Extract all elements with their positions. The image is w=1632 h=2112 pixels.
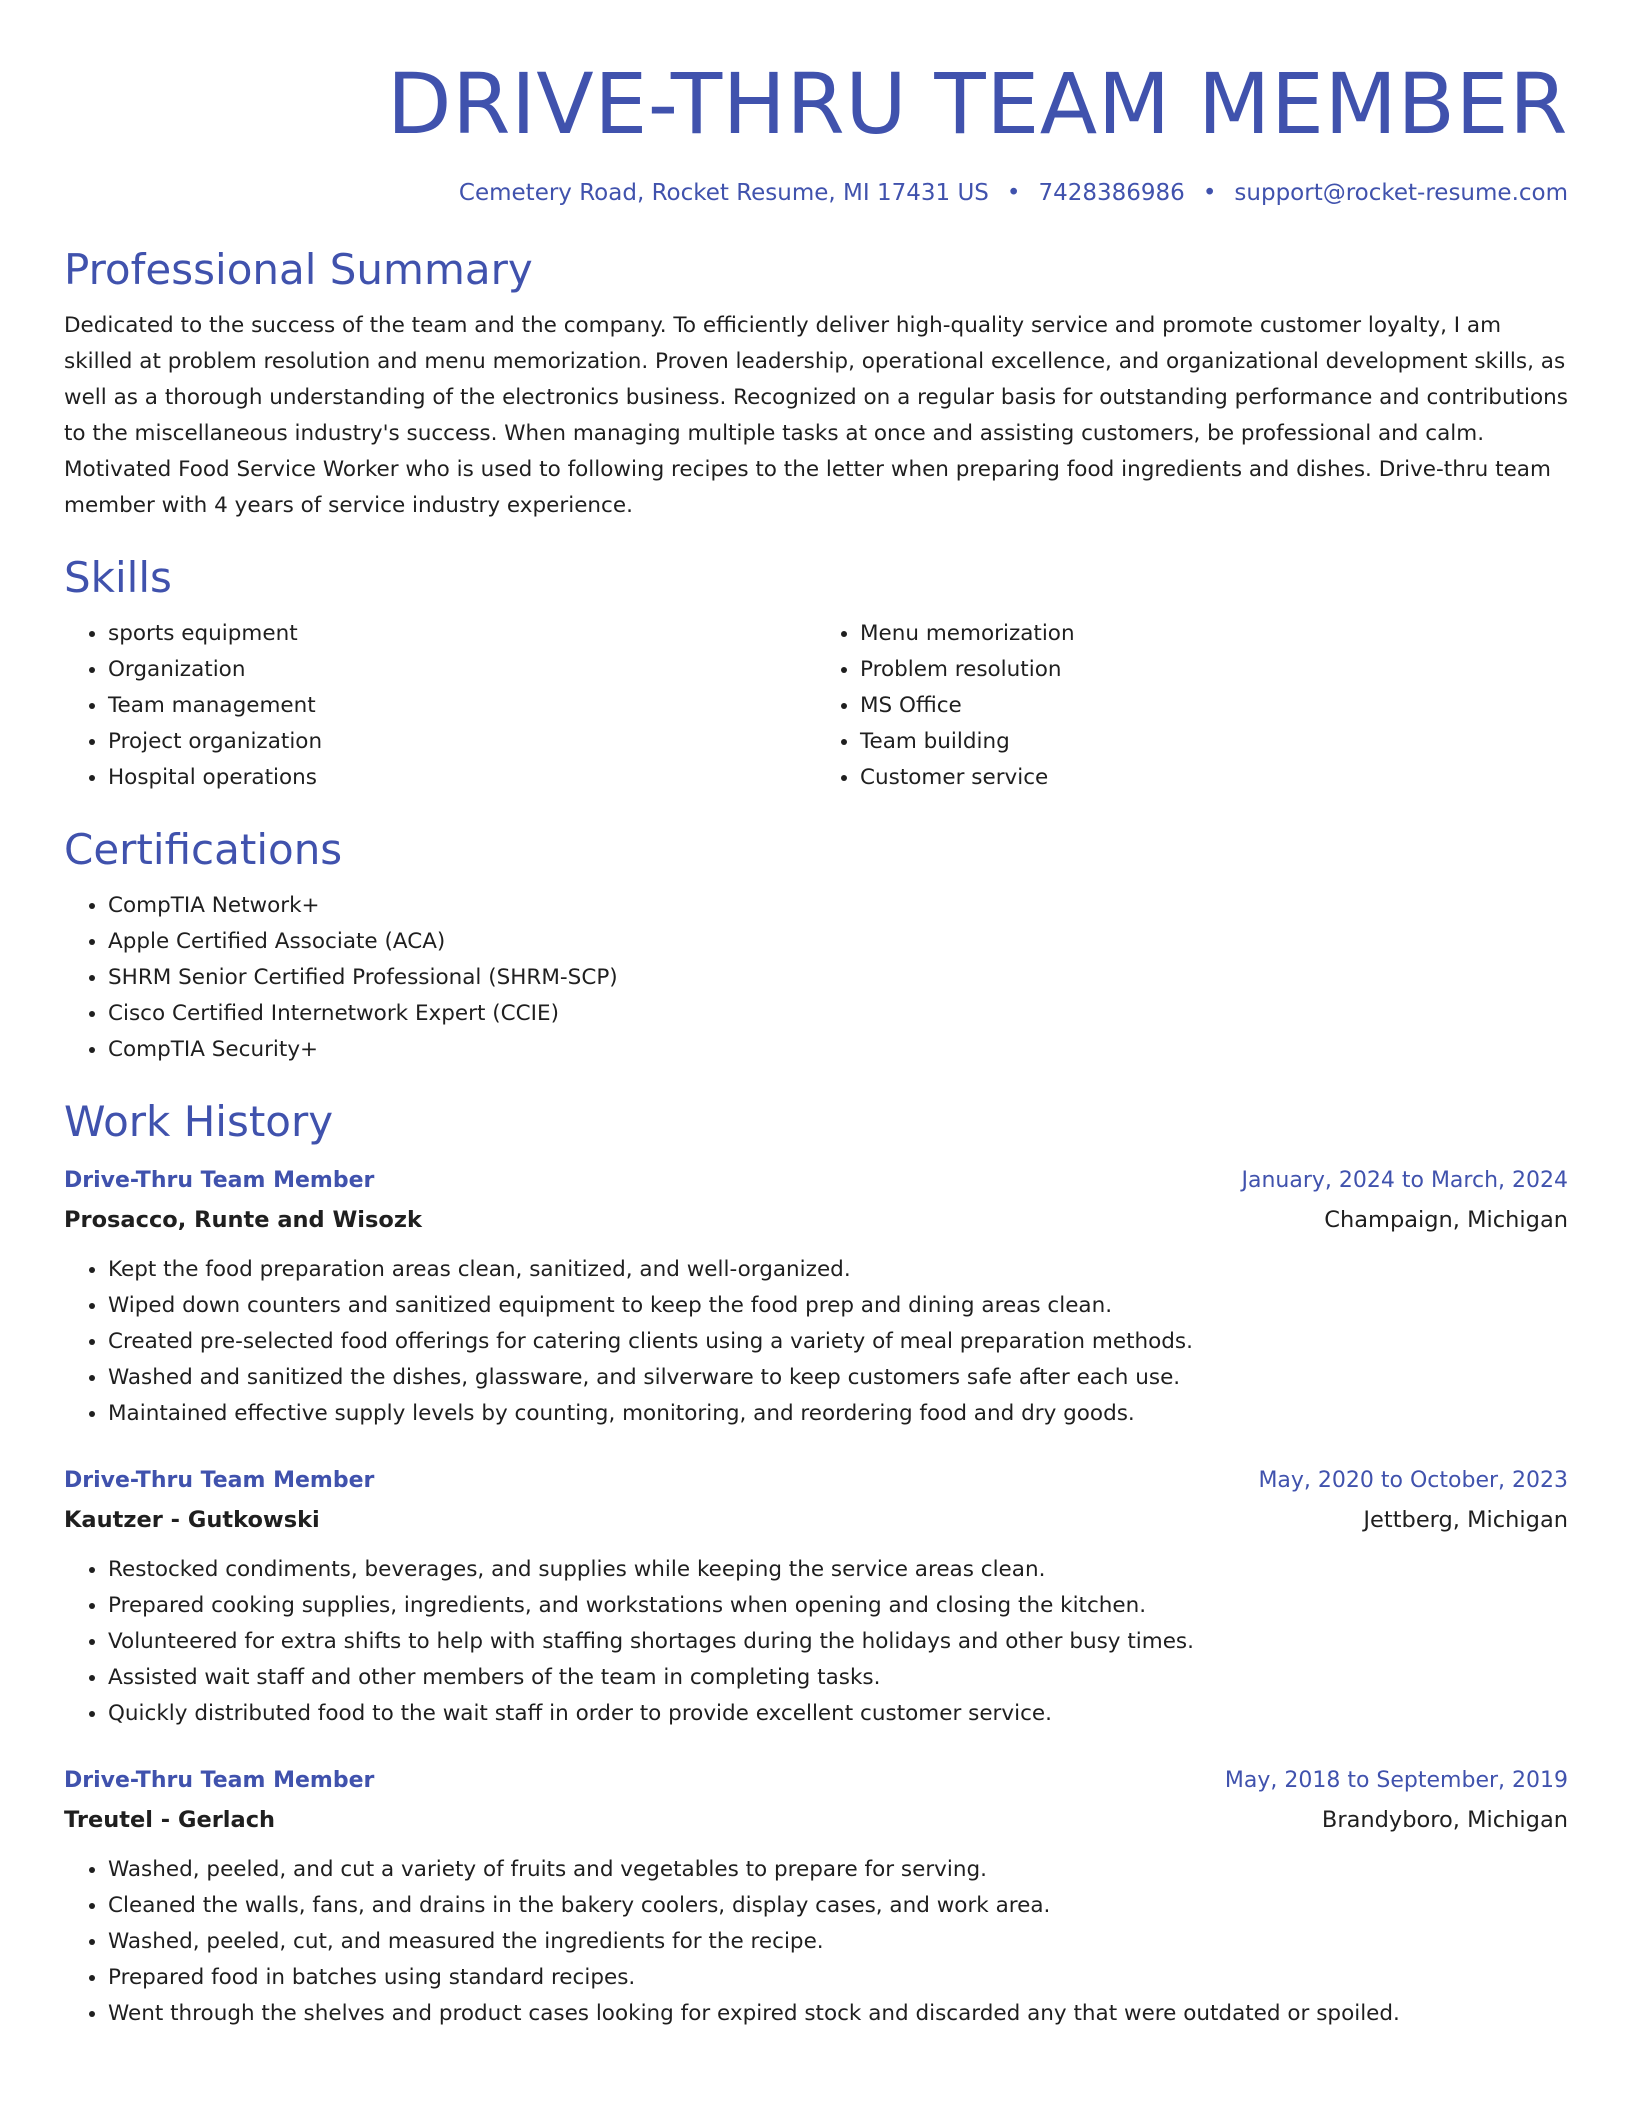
skill-item: • Project organization bbox=[108, 724, 816, 760]
email-link[interactable]: support@rocket-resume.com bbox=[1234, 180, 1568, 206]
skill-item: • Customer service bbox=[860, 760, 1568, 796]
work-history-heading: Work History bbox=[64, 1097, 334, 1146]
page-title: DRIVE-THRU TEAM MEMBER bbox=[386, 55, 1568, 153]
job-bullets bbox=[64, 1852, 1568, 2032]
skill-item: • MS Office bbox=[860, 688, 1568, 724]
job-bullet: • Washed, peeled, cut, and measured the ingredients for the recipe. bbox=[108, 1924, 1568, 1960]
phone: 7428386986 bbox=[1038, 180, 1185, 206]
job-location: Brandyboro, Michigan bbox=[1321, 1807, 1568, 1833]
job-title: Drive-Thru Team Member bbox=[64, 1468, 375, 1493]
certification-item: • CompTIA Network+ bbox=[108, 888, 1568, 924]
summary-heading: Professional Summary bbox=[64, 245, 533, 294]
job-entry bbox=[64, 1762, 1568, 2032]
job-dates: May, 2018 to September, 2019 bbox=[1224, 1768, 1568, 1793]
job-bullets bbox=[64, 1252, 1568, 1432]
contact-line bbox=[64, 178, 1568, 208]
skills-list-left bbox=[64, 616, 816, 796]
certifications-list bbox=[64, 888, 1568, 1068]
contact-separator: • bbox=[1202, 180, 1217, 206]
skill-item: • Team building bbox=[860, 724, 1568, 760]
job-bullet: • Maintained effective supply levels by counting, monitoring, and reordering food and dry goods. bbox=[108, 1396, 1568, 1432]
job-title: Drive-Thru Team Member bbox=[64, 1168, 375, 1193]
certifications-heading: Certifications bbox=[64, 825, 343, 874]
job-dates: January, 2024 to March, 2024 bbox=[1241, 1168, 1568, 1193]
job-company: Treutel - Gerlach bbox=[64, 1807, 276, 1833]
job-bullet: • Wiped down counters and sanitized equipment to keep the food prep and dining areas clean. bbox=[108, 1288, 1568, 1324]
job-title-row bbox=[64, 1762, 1568, 1800]
certification-item: • CompTIA Security+ bbox=[108, 1032, 1568, 1068]
job-bullet: • Created pre-selected food offerings for catering clients using a variety of meal preparation methods. bbox=[108, 1324, 1568, 1360]
job-bullet: • Washed, peeled, and cut a variety of fruits and vegetables to prepare for serving. bbox=[108, 1852, 1568, 1888]
job-dates: May, 2020 to October, 2023 bbox=[1258, 1468, 1568, 1493]
skills-list-right bbox=[816, 616, 1568, 796]
job-bullet: • Prepared food in batches using standard recipes. bbox=[108, 1960, 1568, 1996]
job-location: Jettberg, Michigan bbox=[1363, 1507, 1568, 1533]
job-bullet: • Washed and sanitized the dishes, glassware, and silverware to keep customers safe after each use. bbox=[108, 1360, 1568, 1396]
skill-item: • Hospital operations bbox=[108, 760, 816, 796]
resume-page bbox=[64, 0, 1568, 2032]
job-bullets bbox=[64, 1552, 1568, 1732]
certification-item: • Apple Certified Associate (ACA) bbox=[108, 924, 1568, 960]
job-company-row bbox=[64, 1200, 1568, 1240]
address: Cemetery Road, Rocket Resume, MI 17431 US bbox=[458, 180, 989, 206]
job-title-row bbox=[64, 1462, 1568, 1500]
job-bullet: • Cleaned the walls, fans, and drains in the bakery coolers, display cases, and work area. bbox=[108, 1888, 1568, 1924]
job-bullet: • Volunteered for extra shifts to help with staffing shortages during the holidays and other busy times. bbox=[108, 1624, 1568, 1660]
job-bullet: • Assisted wait staff and other members of the team in completing tasks. bbox=[108, 1660, 1568, 1696]
skill-item: • Menu memorization bbox=[860, 616, 1568, 652]
skill-item: • sports equipment bbox=[108, 616, 816, 652]
job-location: Champaign, Michigan bbox=[1324, 1207, 1568, 1233]
skill-item: • Organization bbox=[108, 652, 816, 688]
job-company: Prosacco, Runte and Wisozk bbox=[64, 1207, 422, 1233]
skill-item: • Team management bbox=[108, 688, 816, 724]
contact-separator: • bbox=[1006, 180, 1021, 206]
summary-text: Dedicated to the success of the team and the company. To efficiently deliver high-quality service and promote customer loyalty, I am skilled at problem resolution and menu memorization. Proven leadership, operational excellence, and organizational development skills, as well as a thorough understanding of the electronics business. Recognized on a regular basis for outstanding performance and contributions to the miscellaneous industry's success. When managing multiple tasks at once and assisting customers, be professional and calm. Motivated Food Service Worker who is used to following recipes to the letter when preparing food ingredients and dishes. Drive-thru team member with 4 years of service industry experience. bbox=[64, 313, 1568, 518]
skills-columns bbox=[64, 616, 1568, 796]
skills-heading: Skills bbox=[64, 553, 172, 602]
job-title-row bbox=[64, 1162, 1568, 1200]
job-bullet: • Kept the food preparation areas clean, sanitized, and well-organized. bbox=[108, 1252, 1568, 1288]
job-entry bbox=[64, 1162, 1568, 1432]
job-entry bbox=[64, 1462, 1568, 1732]
job-bullet: • Quickly distributed food to the wait staff in order to provide excellent customer service. bbox=[108, 1696, 1568, 1732]
job-title: Drive-Thru Team Member bbox=[64, 1768, 375, 1793]
skill-item: • Problem resolution bbox=[860, 652, 1568, 688]
certification-item: • SHRM Senior Certified Professional (SHRM-SCP) bbox=[108, 960, 1568, 996]
job-bullet: • Went through the shelves and product cases looking for expired stock and discarded any that were outdated or spoiled. bbox=[108, 1996, 1568, 2032]
job-company-row bbox=[64, 1500, 1568, 1540]
job-bullet: • Restocked condiments, beverages, and supplies while keeping the service areas clean. bbox=[108, 1552, 1568, 1588]
job-company-row bbox=[64, 1800, 1568, 1840]
certification-item: • Cisco Certified Internetwork Expert (CCIE) bbox=[108, 996, 1568, 1032]
job-company: Kautzer - Gutkowski bbox=[64, 1507, 320, 1533]
job-bullet: • Prepared cooking supplies, ingredients, and workstations when opening and closing the kitchen. bbox=[108, 1588, 1568, 1624]
